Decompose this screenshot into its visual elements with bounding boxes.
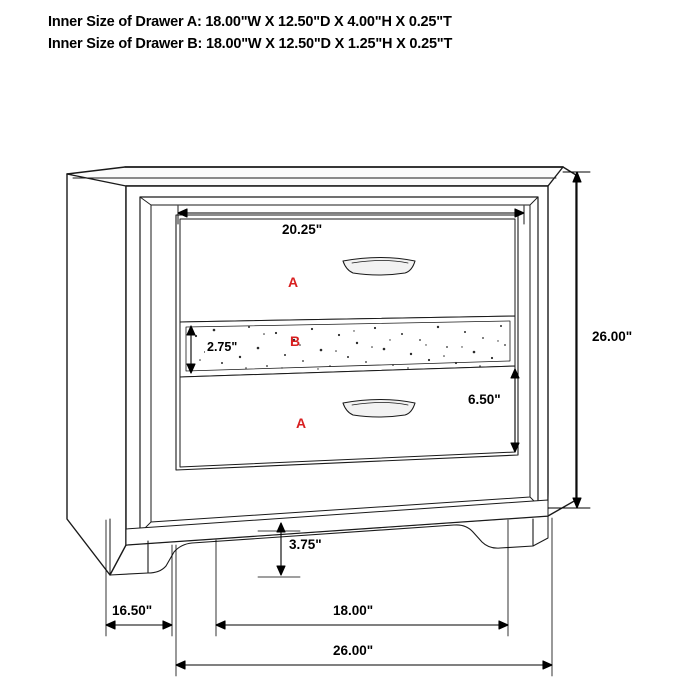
header-line-drawer-b: Inner Size of Drawer B: 18.00"W X 12.50"D X 1.25"H X 0.25"T [48, 36, 453, 52]
label-drawer-b-height: 2.75" [207, 340, 238, 354]
label-side-depth: 16.50" [112, 603, 153, 618]
header-line-drawer-a: Inner Size of Drawer A: 18.00"W X 12.50"D X 4.00"H X 0.25"T [48, 14, 452, 30]
label-drawer-a-lower: A [296, 415, 307, 431]
label-total-width: 26.00" [333, 643, 374, 658]
label-top-width: 20.25" [282, 222, 323, 237]
label-drawer-b: B [290, 333, 301, 349]
label-total-height: 26.00" [592, 329, 633, 344]
label-drawer-a-upper: A [288, 274, 299, 290]
label-leg-height: 3.75" [289, 537, 322, 552]
label-inner-width: 18.00" [333, 603, 374, 618]
label-lower-drawer-height: 6.50" [468, 392, 501, 407]
